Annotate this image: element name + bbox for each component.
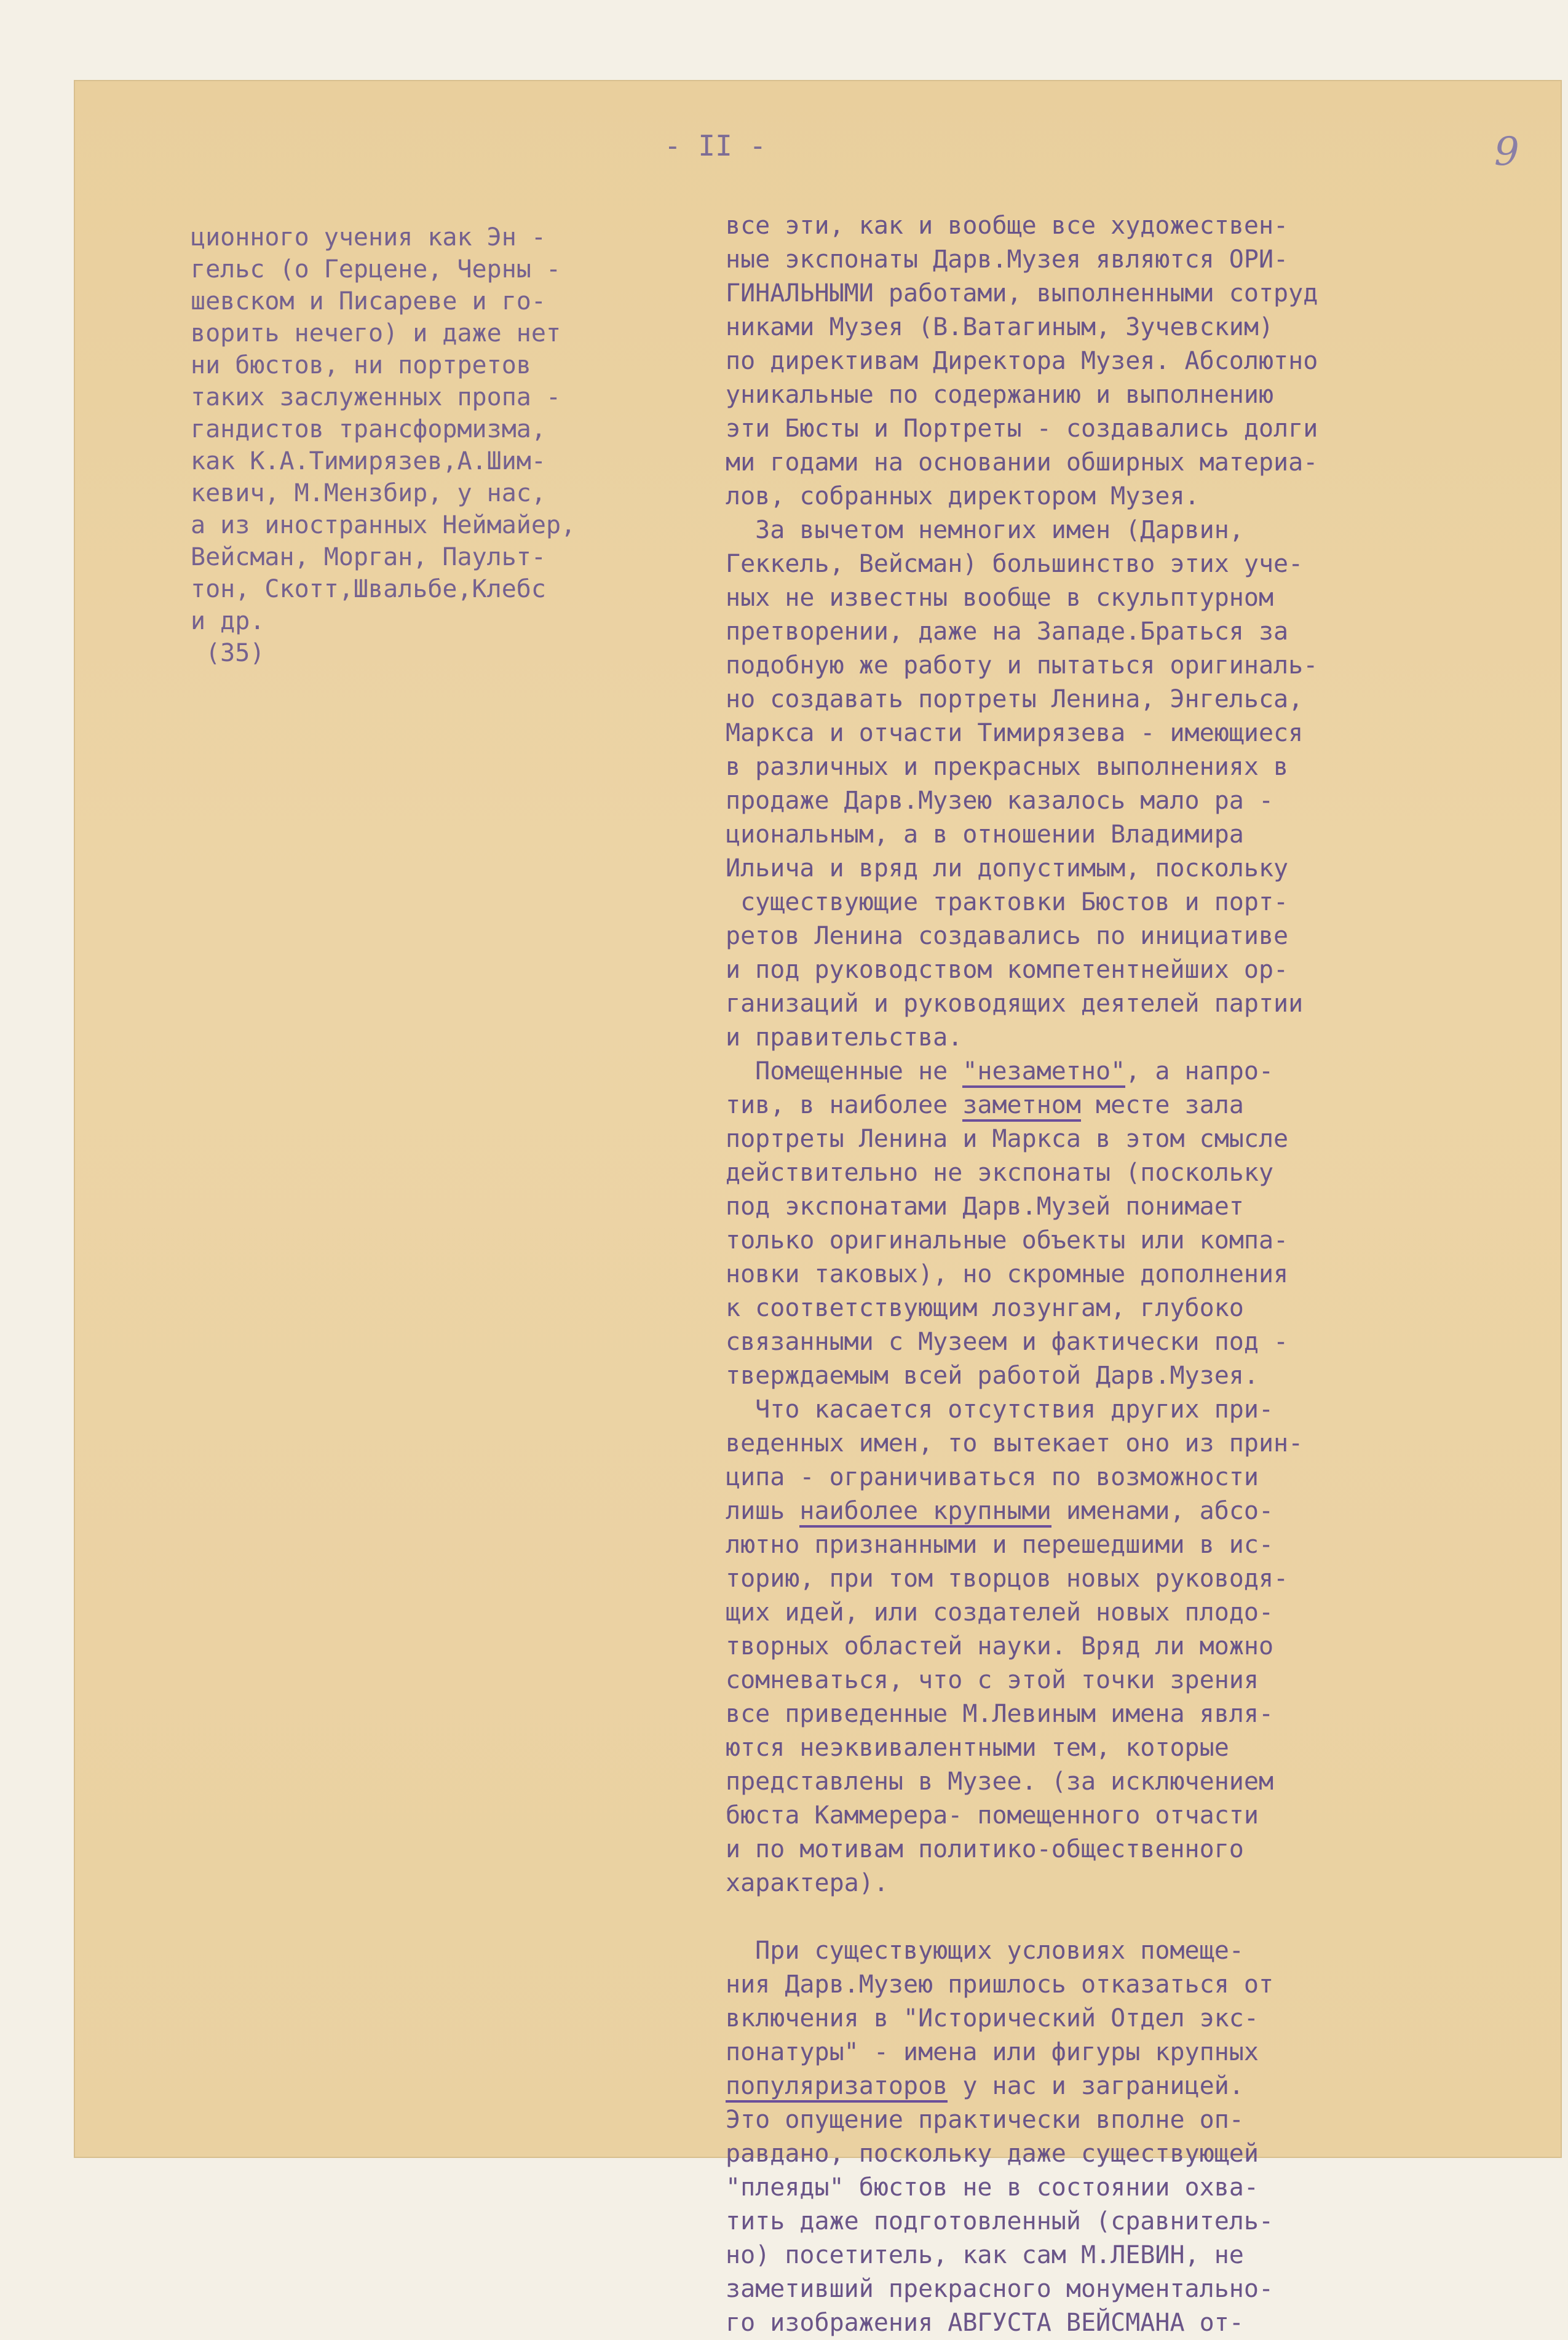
right-column-line: Маркса и отчасти Тимирязева - имеющиеся: [726, 719, 1304, 747]
page-number: - II -: [664, 129, 767, 162]
left-column-line: Вейсман, Морган, Паульт-: [191, 543, 546, 571]
right-column-line: новки таковых), но скромные дополнения: [726, 1260, 1289, 1288]
right-column-line: понатуры" - имена или фигуры крупных: [726, 2038, 1259, 2066]
right-column-line: ретов Ленина создавались по инициативе: [726, 922, 1289, 950]
right-column-line: уникальные по содержанию и выполнению: [726, 381, 1274, 409]
right-column-line: и под руководством компетентнейших ор-: [726, 956, 1289, 984]
right-column-line: и по мотивам политико-общественного: [726, 1835, 1244, 1863]
right-column-line: ганизаций и руководящих деятелей партии: [726, 990, 1304, 1018]
right-column-line: ми годами на основании обширных материа-: [726, 448, 1318, 477]
right-column-line: Геккель, Вейсман) большинство этих уче-: [726, 550, 1304, 578]
underlined-phrase: "незаметно": [962, 1057, 1125, 1088]
right-column-line: по директивам Директора Музея. Абсолютно: [726, 347, 1318, 375]
right-column-line: ГИНАЛЬНЫМИ работами, выполненными сотруд: [726, 279, 1318, 307]
right-column-line: щих идей, или создателей новых плодо-: [726, 1598, 1274, 1627]
right-column-line: в различных и прекрасных выполнениях в: [726, 753, 1289, 781]
right-column-line: циональным, а в отношении Владимира: [726, 820, 1244, 849]
right-column-line: лишь наиболее крупными именами, абсо-: [726, 1494, 1318, 1528]
right-column-line: тверждаемым всей работой Дарв.Музея.: [726, 1362, 1259, 1390]
right-column-line: [726, 1900, 1318, 1934]
right-column-line: Что касается отсутствия других при-: [726, 1395, 1274, 1424]
right-column-line: тить даже подготовленный (сравнитель-: [726, 2207, 1274, 2235]
right-column-line: Это опущение практически вполне оп-: [726, 2106, 1244, 2134]
right-column-line: только оригинальные объекты или компа-: [726, 1226, 1289, 1255]
right-column-line: подобную же работу и пытаться оригиналь-: [726, 651, 1318, 680]
underlined-phrase: заметном: [962, 1091, 1081, 1122]
right-column-line: "плеяды" бюстов не в состоянии охва-: [726, 2173, 1259, 2202]
right-column-line: но) посетитель, как сам М.ЛЕВИН, не: [726, 2241, 1244, 2269]
left-column-line: кевич, М.Мензбир, у нас,: [191, 479, 546, 507]
right-column-line: заметивший прекрасного монументально-: [726, 2275, 1274, 2303]
right-column-line: претворении, даже на Западе.Браться за: [726, 617, 1289, 646]
left-column-line: как К.А.Тимирязев,А.Шим-: [191, 447, 546, 475]
left-column-line: ни бюстов, ни портретов: [191, 351, 531, 379]
right-column-line: ные экспонаты Дарв.Музея являются ОРИ-: [726, 245, 1289, 274]
right-column-line: ципа - ограничиваться по возможности: [726, 1463, 1259, 1491]
right-column-line: При существующих условиях помеще-: [726, 1937, 1244, 1965]
left-column-line: ворить нечего) и даже нет: [191, 319, 561, 347]
right-column-line: торию, при том творцов новых руководя-: [726, 1565, 1289, 1593]
right-column-line: веденных имен, то вытекает оно из прин-: [726, 1429, 1304, 1458]
left-column-line: таких заслуженных пропа -: [191, 383, 561, 411]
right-column-line: под экспонатами Дарв.Музей понимает: [726, 1192, 1244, 1221]
right-column-line: Помещенные не "незаметно", а напро-: [726, 1055, 1318, 1089]
right-column-line: все эти, как и вообще все художествен-: [726, 212, 1289, 240]
right-column-line: включения в "Исторический Отдел экс-: [726, 2004, 1259, 2033]
left-column-line: и др.: [191, 607, 265, 635]
right-column-line: все приведенные М.Левиным имена явля-: [726, 1700, 1274, 1728]
right-column-line: существующие трактовки Бюстов и порт-: [726, 888, 1289, 916]
left-column-line: ционного учения как Эн -: [191, 223, 546, 252]
right-column-line: творных областей науки. Вряд ли можно: [726, 1632, 1274, 1660]
right-column-line: эти Бюсты и Портреты - создавались долги: [726, 414, 1318, 443]
right-column-line: сомневаться, что с этой точки зрения: [726, 1666, 1259, 1694]
right-column-line: портреты Ленина и Маркса в этом смысле: [726, 1125, 1289, 1153]
right-column-line: и правительства.: [726, 1023, 963, 1052]
right-column-line: ния Дарв.Музею пришлось отказаться от: [726, 1970, 1274, 1999]
left-column-line: гельс (о Герцене, Черны -: [191, 255, 561, 284]
right-column-line: тив, в наиболее заметном месте зала: [726, 1089, 1318, 1122]
right-column-line: бюста Каммерера- помещенного отчасти: [726, 1801, 1259, 1830]
right-column-line: ных не известны вообще в скульптурном: [726, 584, 1274, 612]
right-column-line: лютно признанными и перешедшими в ис-: [726, 1531, 1274, 1559]
right-column-text: [726, 209, 1318, 2340]
right-column-line: к соответствующим лозунгам, глубоко: [726, 1294, 1244, 1322]
left-column-line: тон, Скотт,Швальбе,Клебс: [191, 575, 546, 603]
right-column-line: но создавать портреты Ленина, Энгельса,: [726, 685, 1304, 713]
left-column-line: шевском и Писареве и го-: [191, 287, 546, 315]
right-column-line: связанными с Музеем и фактически под -: [726, 1328, 1289, 1356]
left-column-text: [191, 221, 576, 669]
right-column-line: лов, собранных директором Музея.: [726, 482, 1200, 510]
right-column-line: представлены в Музее. (за исключением: [726, 1767, 1274, 1796]
left-column-line: (35): [191, 639, 265, 667]
right-column-line: За вычетом немногих имен (Дарвин,: [726, 516, 1244, 544]
right-column-line: характера).: [726, 1869, 889, 1897]
right-column-line: популяризаторов у нас и заграницей.: [726, 2069, 1318, 2103]
handwritten-folio-number: 9: [1494, 129, 1519, 175]
right-column-line: продаже Дарв.Музею казалось мало ра -: [726, 787, 1274, 815]
right-column-line: никами Музея (В.Ватагиным, Зучевским): [726, 313, 1274, 341]
right-column-line: равдано, поскольку даже существующей: [726, 2140, 1259, 2168]
right-column-line: го изображения АВГУСТА ВЕЙСМАНА от-: [726, 2309, 1244, 2337]
left-column-line: а из иностранных Неймайер,: [191, 511, 576, 539]
left-column-line: гандистов трансформизма,: [191, 415, 546, 443]
right-column-line: ются неэквивалентными тем, которые: [726, 1734, 1229, 1762]
underlined-phrase: наиболее крупными: [799, 1497, 1051, 1528]
right-column-line: действительно не экспонаты (поскольку: [726, 1159, 1274, 1187]
underlined-phrase: популяризаторов: [726, 2072, 948, 2103]
right-column-line: Ильича и вряд ли допустимым, поскольку: [726, 854, 1289, 882]
